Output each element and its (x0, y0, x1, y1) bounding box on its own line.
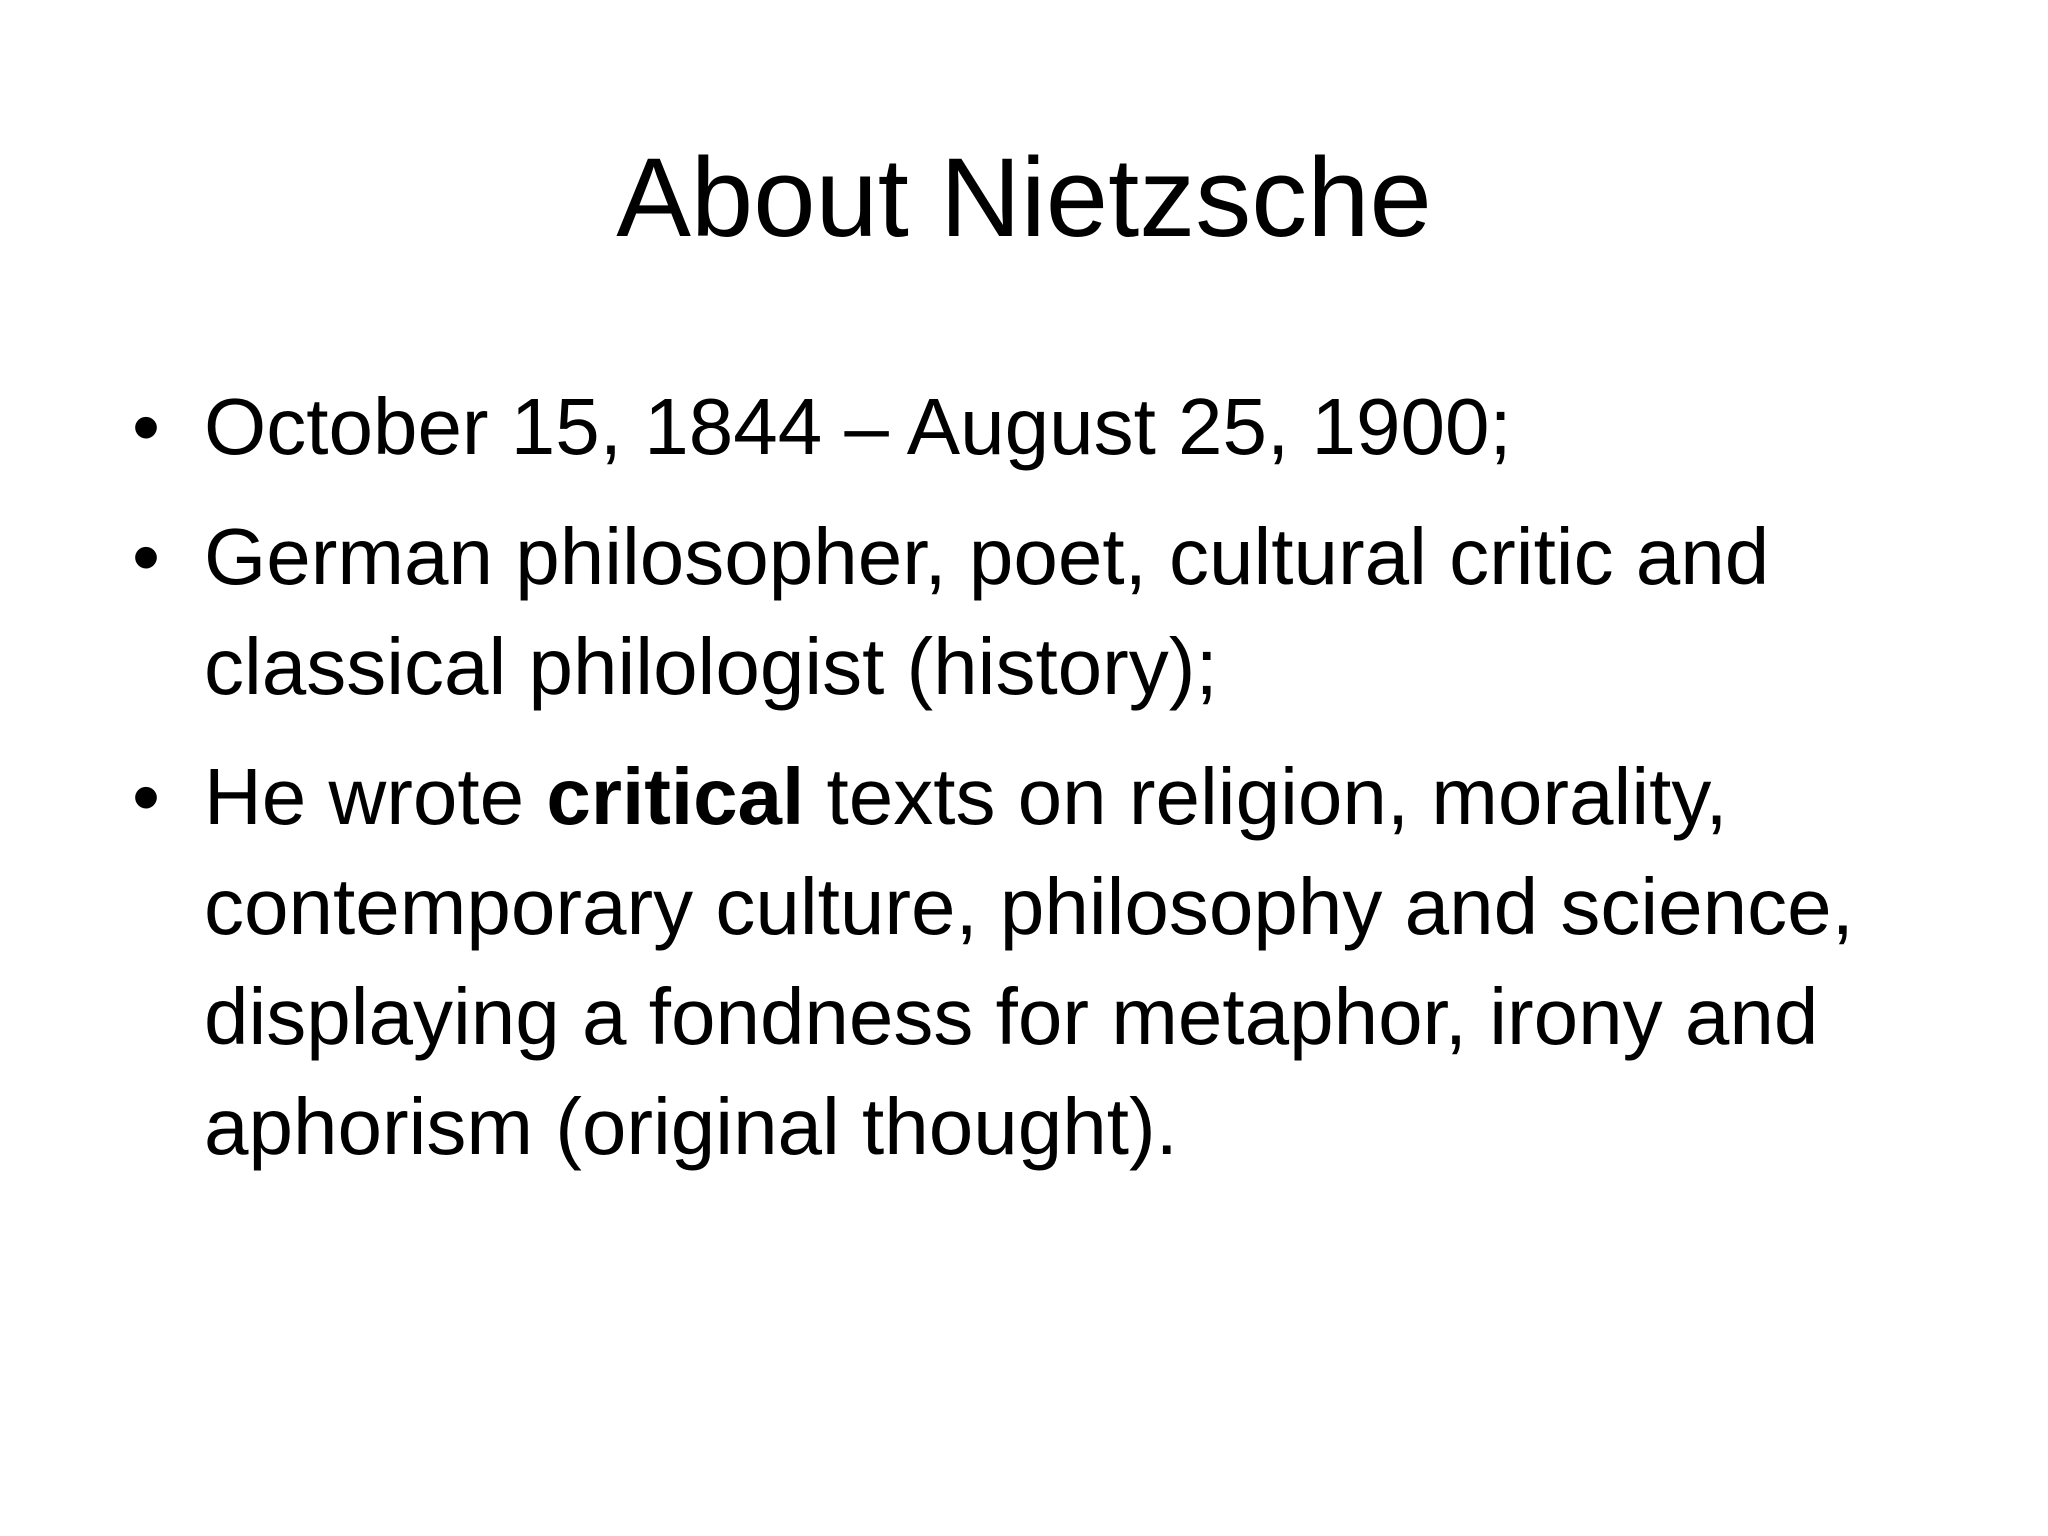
bullet-item-lifespan (120, 372, 1920, 482)
bullet-icon: • (131, 752, 160, 841)
bullet-icon: • (131, 512, 160, 601)
bullet-text: October 15, 1844 – August 25, 1900; (204, 382, 1512, 471)
bullet-item-occupation (120, 502, 1920, 722)
bullet-icon: • (131, 382, 160, 471)
bullet-text-bold: critical (546, 752, 805, 841)
bullet-text-before: He wrote (204, 752, 547, 841)
slide-title: About Nietzsche (616, 135, 1432, 260)
bullet-list (120, 372, 1920, 1202)
bullet-text (204, 752, 1854, 1171)
bullet-text: German philosopher, poet, cultural critic and classical philologist (history); (204, 512, 1770, 711)
bullet-text-after: texts on religion, morality, contemporary culture, philosophy and science, displaying a fondness for metaphor, irony and aphorism (original thought). (204, 752, 1854, 1171)
bullet-item-works (120, 742, 1920, 1182)
